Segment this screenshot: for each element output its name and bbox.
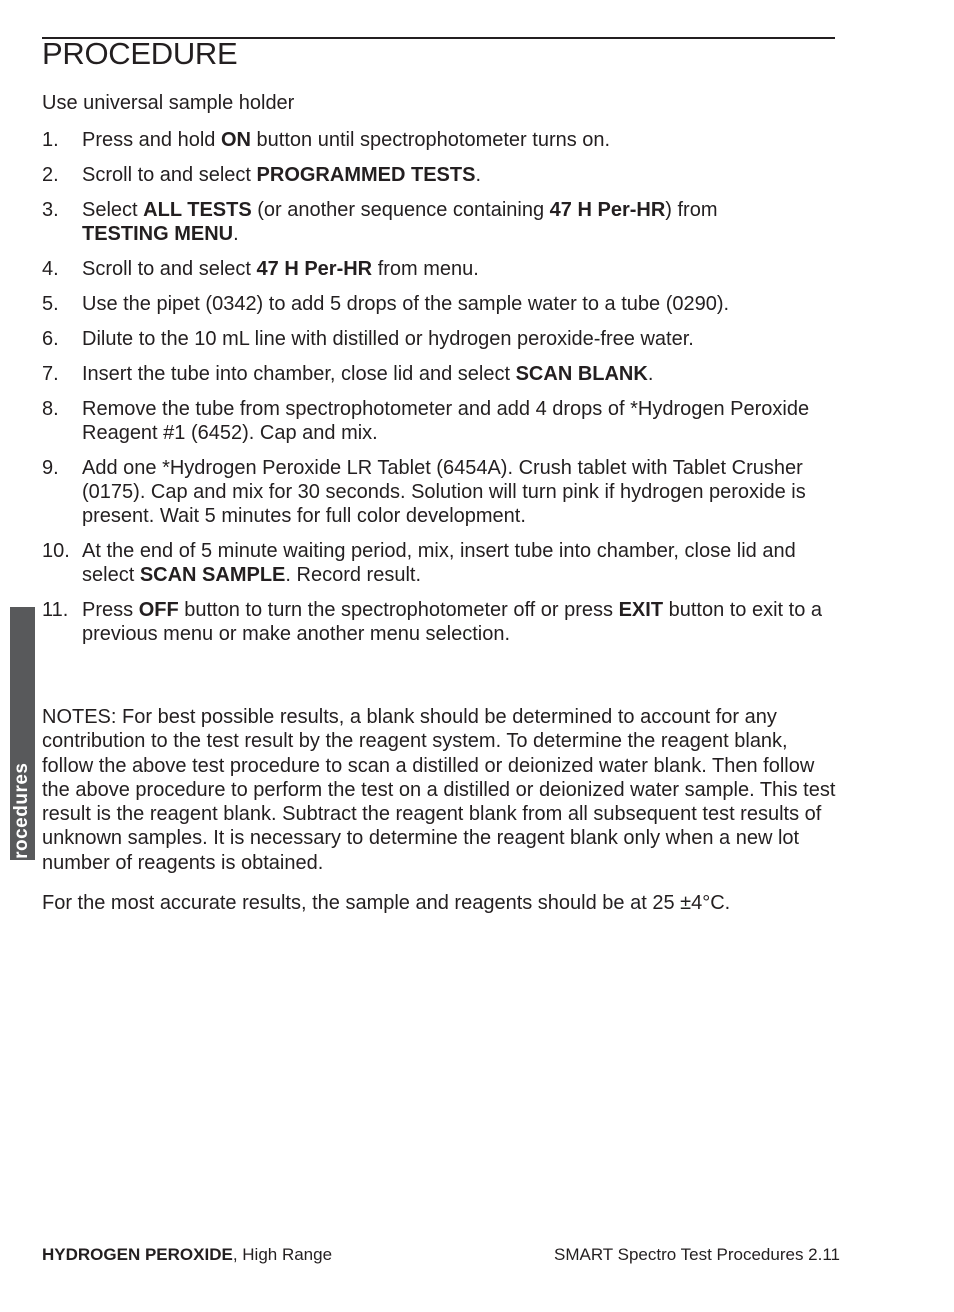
step-number: 4. bbox=[42, 258, 59, 280]
footer-title: HYDROGEN PEROXIDE bbox=[42, 1245, 233, 1264]
step-text: Insert the tube into chamber, close lid and select bbox=[82, 363, 516, 385]
step-number: 9. bbox=[42, 457, 59, 479]
step-keyword: SCAN SAMPLE bbox=[139, 564, 286, 586]
side-tab-label: Test Procedures bbox=[11, 762, 32, 918]
step-keyword: 47 H Per-HR bbox=[256, 258, 373, 280]
step-number: 11. bbox=[42, 599, 69, 621]
step-text: Press and hold bbox=[82, 129, 221, 151]
step-number: 6. bbox=[42, 328, 59, 350]
step-keyword: PROGRAMMED TESTS bbox=[256, 164, 476, 186]
step-number: 7. bbox=[42, 363, 59, 385]
step-number: 3. bbox=[42, 199, 59, 221]
procedure-step bbox=[42, 163, 842, 187]
step-text: Scroll to and select bbox=[82, 164, 257, 186]
step-text: button until spectrophotometer turns on. bbox=[250, 129, 611, 151]
accuracy-note: For the most accurate results, the sample and reagents should be at 25 ±4°C. bbox=[42, 892, 731, 914]
step-keyword: TESTING MENU bbox=[82, 223, 234, 245]
procedure-step bbox=[42, 198, 842, 246]
step-keyword: ON bbox=[220, 129, 251, 151]
procedure-step bbox=[42, 397, 842, 445]
step-text: . bbox=[475, 164, 481, 186]
step-text: from menu. bbox=[372, 258, 479, 280]
footer-left bbox=[42, 1244, 332, 1266]
procedure-steps bbox=[42, 128, 842, 657]
step-text: . Record result. bbox=[285, 564, 421, 586]
procedure-step bbox=[42, 128, 842, 152]
procedure-step bbox=[42, 327, 842, 351]
step-text: Use the pipet (0342) to add 5 drops of the sample water to a tube (0290). bbox=[82, 293, 730, 315]
page-title: PROCEDURE bbox=[42, 36, 238, 71]
step-keyword: EXIT bbox=[618, 599, 664, 621]
step-number: 1. bbox=[42, 129, 59, 151]
step-number: 10. bbox=[42, 540, 70, 562]
step-text: button to turn the spectrophotometer off or press bbox=[178, 599, 619, 621]
procedure-step bbox=[42, 362, 842, 386]
step-keyword: 47 H Per-HR bbox=[549, 199, 666, 221]
procedure-step bbox=[42, 292, 842, 316]
step-text: Scroll to and select bbox=[82, 258, 257, 280]
intro-text: Use universal sample holder bbox=[42, 92, 295, 114]
step-text: ) from bbox=[665, 199, 718, 221]
procedure-step bbox=[42, 456, 842, 528]
step-text: Dilute to the 10 mL line with distilled or hydrogen peroxide-free water. bbox=[82, 328, 694, 350]
step-text: . bbox=[233, 223, 239, 245]
step-text: button to exit to a previous menu or make another menu selection. bbox=[82, 599, 823, 645]
step-text: Add one *Hydrogen Peroxide LR Tablet (6454A). Crush tablet with Tablet Crusher (0175). Cap and mix for 30 seconds. Solution will turn pink if hydrogen peroxide is present. Wait 5 minutes for full color development. bbox=[82, 457, 806, 527]
step-text: (or another sequence containing bbox=[251, 199, 550, 221]
step-keyword: SCAN BLANK bbox=[515, 363, 648, 385]
step-text: Select bbox=[82, 199, 144, 221]
footer-subtitle: , High Range bbox=[232, 1245, 333, 1264]
step-text: At the end of 5 minute waiting period, mix, insert tube into chamber, close lid and select bbox=[82, 540, 796, 586]
step-number: 8. bbox=[42, 398, 59, 420]
step-text: Press bbox=[82, 599, 139, 621]
procedure-step bbox=[42, 598, 842, 646]
step-number: 5. bbox=[42, 293, 59, 315]
procedure-step bbox=[42, 539, 842, 587]
notes-paragraph: NOTES: For best possible results, a blank should be determined to account for any contribution to the test result by the reagent system. To determine the reagent blank, follow the above test procedure to scan a distilled or deionized water blank. Then follow the above procedure to perform the test on a distilled or deionized water sample. This test result is the reagent blank. Subtract the reagent blank from all subsequent test results of unknown samples. It is necessary to determine the reagent blank only when a new lot number of reagents is obtained. bbox=[42, 706, 836, 874]
step-text: Remove the tube from spectrophotometer and add 4 drops of *Hydrogen Peroxide Reagent #1 (6452). Cap and mix. bbox=[82, 398, 810, 444]
side-tab bbox=[10, 607, 35, 918]
step-keyword: OFF bbox=[138, 599, 179, 621]
step-number: 2. bbox=[42, 164, 59, 186]
step-text: . bbox=[647, 363, 654, 385]
procedure-step bbox=[42, 257, 842, 281]
step-keyword: ALL TESTS bbox=[143, 199, 252, 221]
footer-page-info: SMART Spectro Test Procedures 2.11 bbox=[554, 1245, 840, 1264]
